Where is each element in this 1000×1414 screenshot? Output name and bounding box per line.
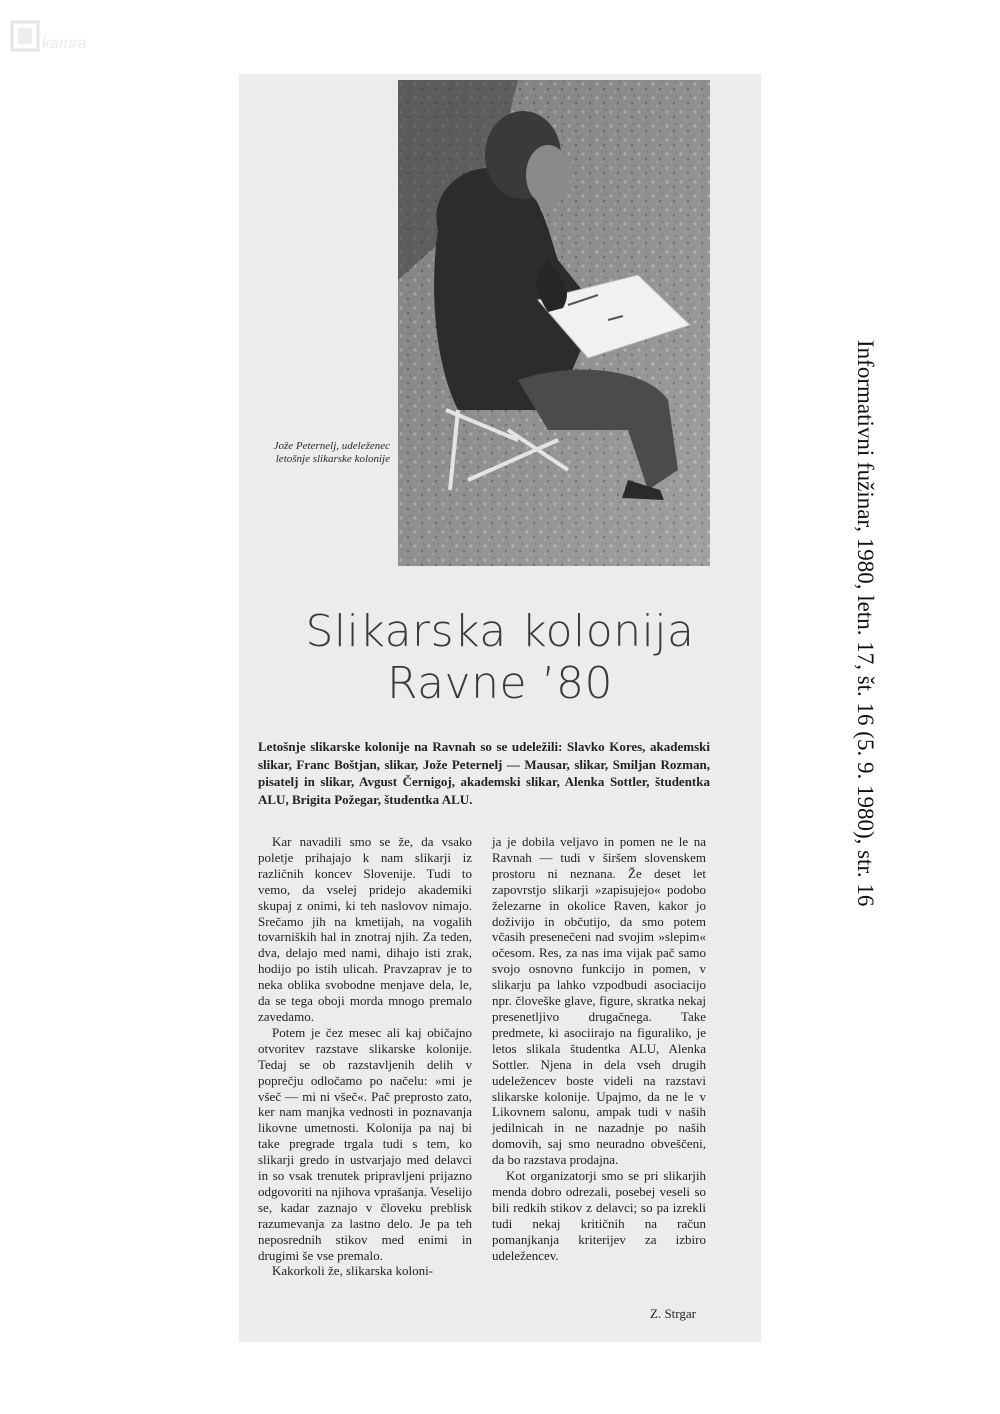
source-note [845,340,885,1080]
article-column-right [492,834,706,1263]
source-note-text: Informativni fužinar, 1980, letn. 17, št. 16 (5. 9. 1980), str. 16 [853,340,878,907]
svg-text:kamra: kamra [42,35,87,52]
author-signature: Z. Strgar [650,1306,696,1321]
photo-caption: Jože Peternelj, udeleženec letošnje slikarske kolonije [273,440,390,465]
paragraph: Kakorkoli že, slikarska koloni- [272,1263,434,1279]
article-title [250,606,750,710]
title-line-1: Slikarska kolonija [305,606,695,657]
paragraph: ja je dobila veljavo in pomen ne le na Ravnah — tudi v širšem slovenskem prostoru ni neznana. Že deset let zapovrstjo slikarji »zapisujejo« podobo železarne in okolice Raven, kakor jo doživijo in občutijo, da smo potem včasih presenečeni nad svojim »slepim« očesom. Res, za nas ima vijak pač samo svojo osnovno funkcijo in pomen, v slikarju pa lahko vzpodbudi asociacijo npr. človeške glave, figure, skratka nekaj presenetljivo drugačnega. Take predmete, ki asociirajo na figuraliko, je letos slikala študentka ALU, Alenka Sottler. Njena in dela vseh drugih udeležencev boste videli na razstavi slikarske kolonije. Upajmo, da ne le v Likovnem salonu, ampak tudi v naših jedilnicah in ne nazadnje po naših domovih, saj smo neuradno obveščeni, da bo razstava prodajna. [492,834,706,1168]
kamra-logo [8,18,118,58]
paragraph: Potem je čez mesec ali kaj običajno otvoritev razstave slikarske kolonije. Tedaj se ob razstavljenih delih v poprečju odločamo po načelu: »mi je všeč — mi ni všeč«. Pač preprosto zato, ker nam manjka vednosti in poznavanja likovne umetnosti. Kolonija pa naj bi take pregrade trgala tudi s tem, ko slikarji gredo in ustvarjajo med delavci in so vsak trenutek pripravljeni prijazno odgovoriti na njihova vprašanja. Veselijo se, kadar zaznajo v človeku preblisk razumevanja za lastno delo. Je pa teh neposrednih stikov med enimi in drugimi še vse premalo. [258,1024,472,1263]
title-line-2: Ravne ’80 [386,658,614,709]
paragraph: Kar navadili smo se že, da vsako poletje prihajajo k nam slikarji iz različnih koncev Slovenije. Tudi to vemo, da vselej pridejo akademiki skupaj z onimi, ki teh naslovov nimajo. Srečamo jih na kmetijah, na vogalih tovarniških hal in znotraj njih. Za teden, dva, delajo med nami, dihajo isti zrak, hodijo po istih ulicah. Pravzaprav je to neka oblika svobodne menjave dela, le, da se tega oboji morda mnogo premalo zavedamo. [258,834,472,1024]
article-column-left [258,834,472,1279]
photograph [398,80,710,566]
photograph-man-sketching-icon [398,80,710,566]
paragraph: Kot organizatorji smo se pri slikarjih menda dobro odrezali, posebej veseli so bili redkih stikov z delavci; so pa izrekli tudi nekaj kritičnih na račun pomanjkanja kriterijev za izbiro udeležencev. [492,1168,706,1263]
article-lede: Letošnje slikarske kolonije na Ravnah so se udeležili: Slavko Kores, akademski slikar, Franc Boštjan, slikar, Jože Peternelj — Mausar, slikar, Smiljan Rozman, pisatelj in slikar, Avgust Černigoj, akademski slikar, Alenka Sottler, študentka ALU, Brigita Požegar, študentka ALU. [258,739,710,807]
